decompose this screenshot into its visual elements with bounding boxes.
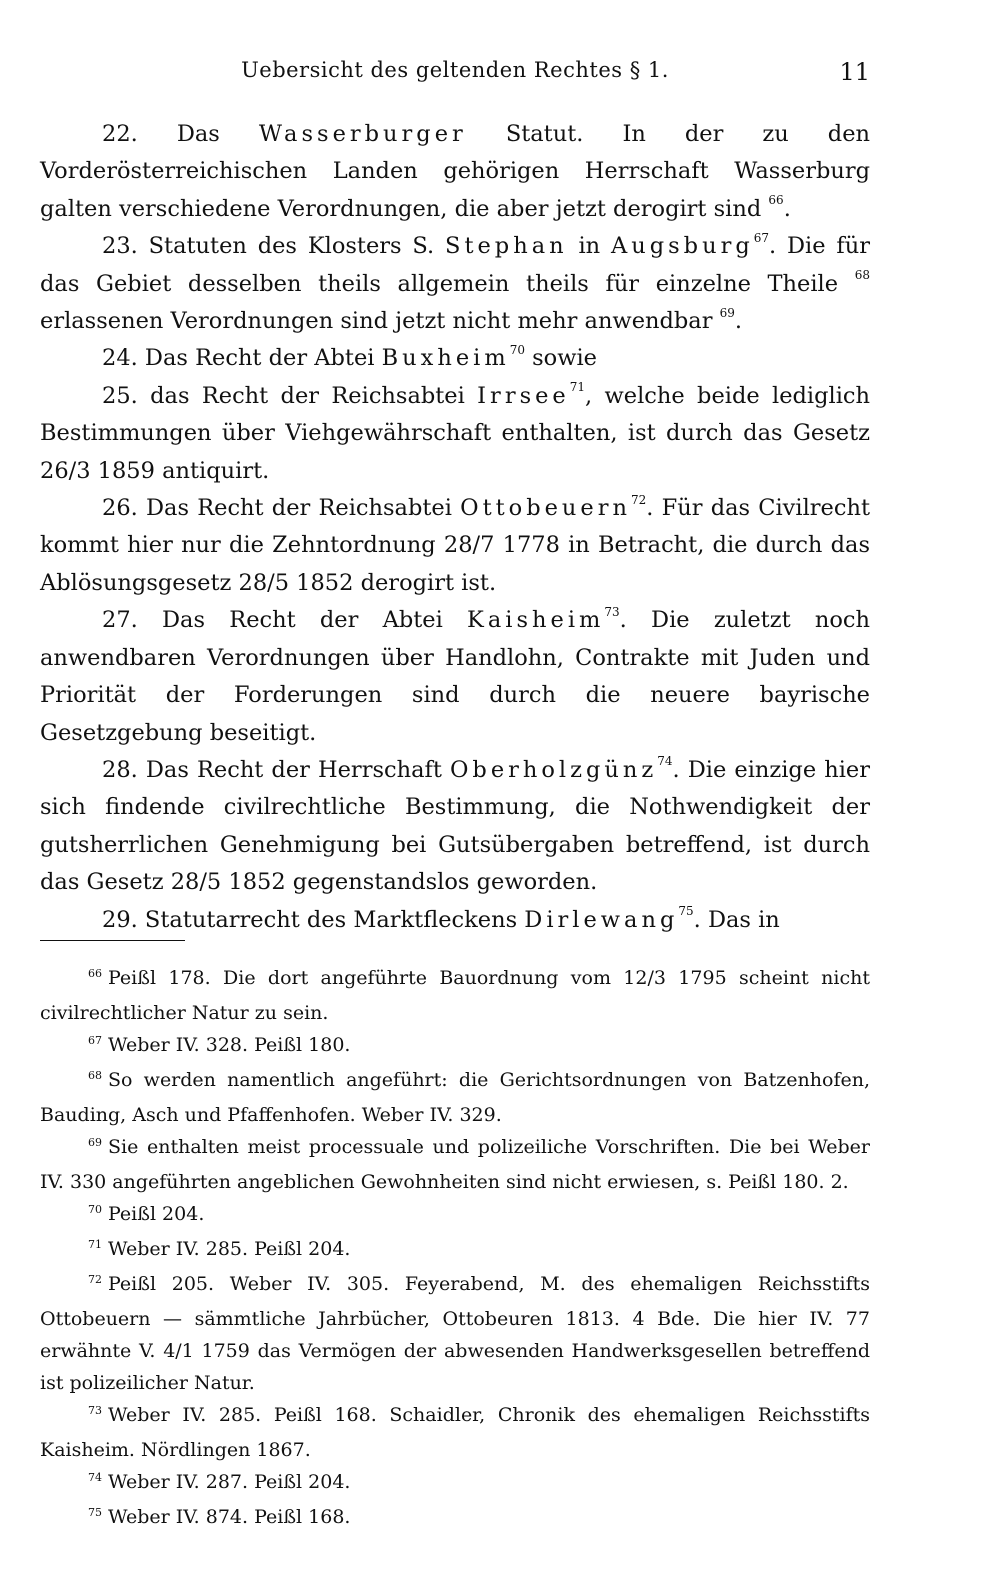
footnote-67 bbox=[40, 1029, 870, 1064]
footnote-number: 73 bbox=[88, 1404, 102, 1417]
footnote-ref: 68 bbox=[854, 268, 870, 283]
text-run: . Die zuletzt noch anwendbaren Verordnungen über Handlohn, Contrakte mit Juden und Priorität der Forderungen sind durch die neuere bayrische Gesetzgebung beseitigt. bbox=[40, 607, 870, 746]
footnote-text: Sie enthalten meist processuale und polizeiliche Vorschriften. Die bei Weber IV. 330 angeführten angeblichen Gewohnheiten sind nicht erwiesen, s. Peißl 180. 2. bbox=[40, 1136, 870, 1193]
footnote-text: Peißl 205. Weber IV. 305. Feyerabend, M. des ehemaligen Reichsstifts Ottobeuern — sämmtliche Jahrbücher, Ottobeuren 1813. 4 Bde. Die hier IV. 77 erwähnte V. 4/1 1759 das Vermögen der abwesenden Handwerksgesellen betreffend ist polizeilicher Natur. bbox=[40, 1273, 870, 1394]
footnote-ref: 72 bbox=[631, 492, 647, 507]
footnote-ref: 70 bbox=[509, 342, 525, 357]
footnote-number: 68 bbox=[88, 1069, 102, 1082]
text-run: . bbox=[734, 308, 743, 335]
footnote-71 bbox=[40, 1233, 870, 1268]
text-run: erlassenen Verordnungen sind jetzt nicht mehr anwendbar bbox=[40, 308, 720, 335]
text-run: , welche beide lediglich Bestimmungen über Viehgewährschaft enthalten, ist durch das Gesetz 26/3 1859 antiquirt. bbox=[40, 382, 871, 484]
footnote-number: 74 bbox=[88, 1471, 102, 1484]
paragraph-23 bbox=[40, 228, 870, 340]
spaced-term: Dirlewang bbox=[524, 906, 679, 933]
footnote-number: 69 bbox=[88, 1136, 102, 1149]
footnote-text: Peißl 178. Die dort angeführte Bauordnung vom 12/3 1795 scheint nicht civilrechtlicher Natur zu sein. bbox=[40, 967, 870, 1024]
footnote-ref: 67 bbox=[753, 230, 770, 245]
paragraph-22 bbox=[40, 116, 870, 228]
text-run: sowie bbox=[524, 345, 597, 372]
spaced-term: Kaisheim bbox=[467, 607, 605, 634]
text-run: 23. Statuten des Klosters S. bbox=[102, 233, 446, 260]
spaced-term: Wasserburger bbox=[258, 121, 467, 147]
paragraph-24 bbox=[40, 340, 870, 377]
paragraph-29 bbox=[40, 902, 870, 939]
text-run: . Das in bbox=[693, 906, 780, 933]
footnote-text: Weber IV. 874. Peißl 168. bbox=[108, 1506, 351, 1528]
footnote-75 bbox=[40, 1501, 870, 1536]
text-run: 29. Statutarrecht des Marktfleckens bbox=[102, 906, 525, 933]
footnote-73 bbox=[40, 1399, 870, 1466]
text-run: 28. Das Recht der Herrschaft bbox=[102, 756, 450, 783]
footnote-ref: 74 bbox=[657, 754, 673, 769]
footnote-ref: 73 bbox=[604, 604, 620, 619]
footnote-ref: 69 bbox=[719, 305, 735, 320]
text-run: Statut. In der zu den Vorderösterreichischen Landen gehörigen Herrschaft Wasserburg galten verschiedene Verordnungen, die aber jetzt derogirt sind bbox=[40, 121, 871, 222]
footnote-66 bbox=[40, 962, 870, 1029]
text-run: in bbox=[567, 233, 611, 260]
paragraph-27 bbox=[40, 602, 870, 752]
paragraph-26 bbox=[40, 490, 870, 602]
running-header bbox=[40, 58, 870, 94]
text-run: 27. Das Recht der Abtei bbox=[102, 607, 468, 634]
page-number: 11 bbox=[839, 58, 870, 86]
footnote-number: 70 bbox=[88, 1203, 102, 1216]
spaced-term: Augsburg bbox=[610, 233, 754, 260]
text-run: 25. das Recht der Reichsabtei bbox=[102, 382, 478, 409]
text-run: 26. Das Recht der Reichsabtei bbox=[102, 495, 461, 522]
footnote-number: 75 bbox=[88, 1506, 102, 1519]
footnote-70 bbox=[40, 1198, 870, 1233]
body-text bbox=[40, 116, 870, 939]
text-run: 22. Das bbox=[102, 121, 259, 147]
footnote-ref: 75 bbox=[678, 904, 694, 919]
footnote-text: Weber IV. 285. Peißl 204. bbox=[108, 1238, 351, 1260]
footnote-text: Weber IV. 287. Peißl 204. bbox=[108, 1471, 351, 1493]
footnote-number: 72 bbox=[88, 1273, 102, 1286]
spaced-term: Ottobeuern bbox=[460, 495, 631, 522]
footnote-number: 66 bbox=[88, 967, 102, 980]
footnote-ref: 66 bbox=[768, 193, 784, 208]
footnote-separator bbox=[40, 940, 185, 941]
footnote-text: Weber IV. 285. Peißl 168. Schaidler, Chronik des ehemaligen Reichsstifts Kaisheim. Nördlingen 1867. bbox=[40, 1404, 870, 1461]
footnote-text: Weber IV. 328. Peißl 180. bbox=[108, 1034, 351, 1056]
footnote-74 bbox=[40, 1466, 870, 1501]
footnote-text: So werden namentlich angeführt: die Gerichtsordnungen von Batzenhofen, Bauding, Asch und Pfaffenhofen. Weber IV. 329. bbox=[40, 1069, 870, 1126]
footnote-number: 71 bbox=[88, 1238, 102, 1251]
paragraph-25 bbox=[40, 378, 870, 490]
running-title: Uebersicht des geltenden Rechtes § 1. bbox=[241, 58, 669, 82]
footnotes bbox=[40, 962, 870, 1536]
spaced-term: Oberholzgünz bbox=[449, 756, 658, 783]
footnote-ref: 71 bbox=[569, 380, 586, 395]
text-run: . Für das Civilrecht kommt hier nur die Zehntordnung 28/7 1778 in Betracht, die durch das Ablösungsgesetz 28/5 1852 derogirt ist. bbox=[40, 495, 870, 596]
footnote-72 bbox=[40, 1268, 870, 1399]
footnote-69 bbox=[40, 1131, 870, 1198]
footnote-text: Peißl 204. bbox=[108, 1203, 205, 1225]
spaced-term: Irrsee bbox=[477, 382, 570, 409]
spaced-term: Stephan bbox=[445, 233, 568, 260]
text-run: . bbox=[783, 195, 791, 222]
footnote-68 bbox=[40, 1064, 870, 1131]
text-run: 24. Das Recht der Abtei bbox=[102, 345, 382, 372]
text-run: . Die für das Gebiet desselben theils allgemein theils für einzelne Theile bbox=[40, 233, 870, 297]
text-run: . Die einzige hier sich findende civilrechtliche Bestimmung, die Nothwendigkeit der gutsherrlichen Genehmigung bei Gutsübergaben betreffend, ist durch das Gesetz 28/5 1852 gegenstandslos geworden. bbox=[40, 756, 870, 896]
spaced-term: Buxheim bbox=[381, 345, 510, 372]
paragraph-28 bbox=[40, 752, 870, 902]
footnote-number: 67 bbox=[88, 1034, 102, 1047]
